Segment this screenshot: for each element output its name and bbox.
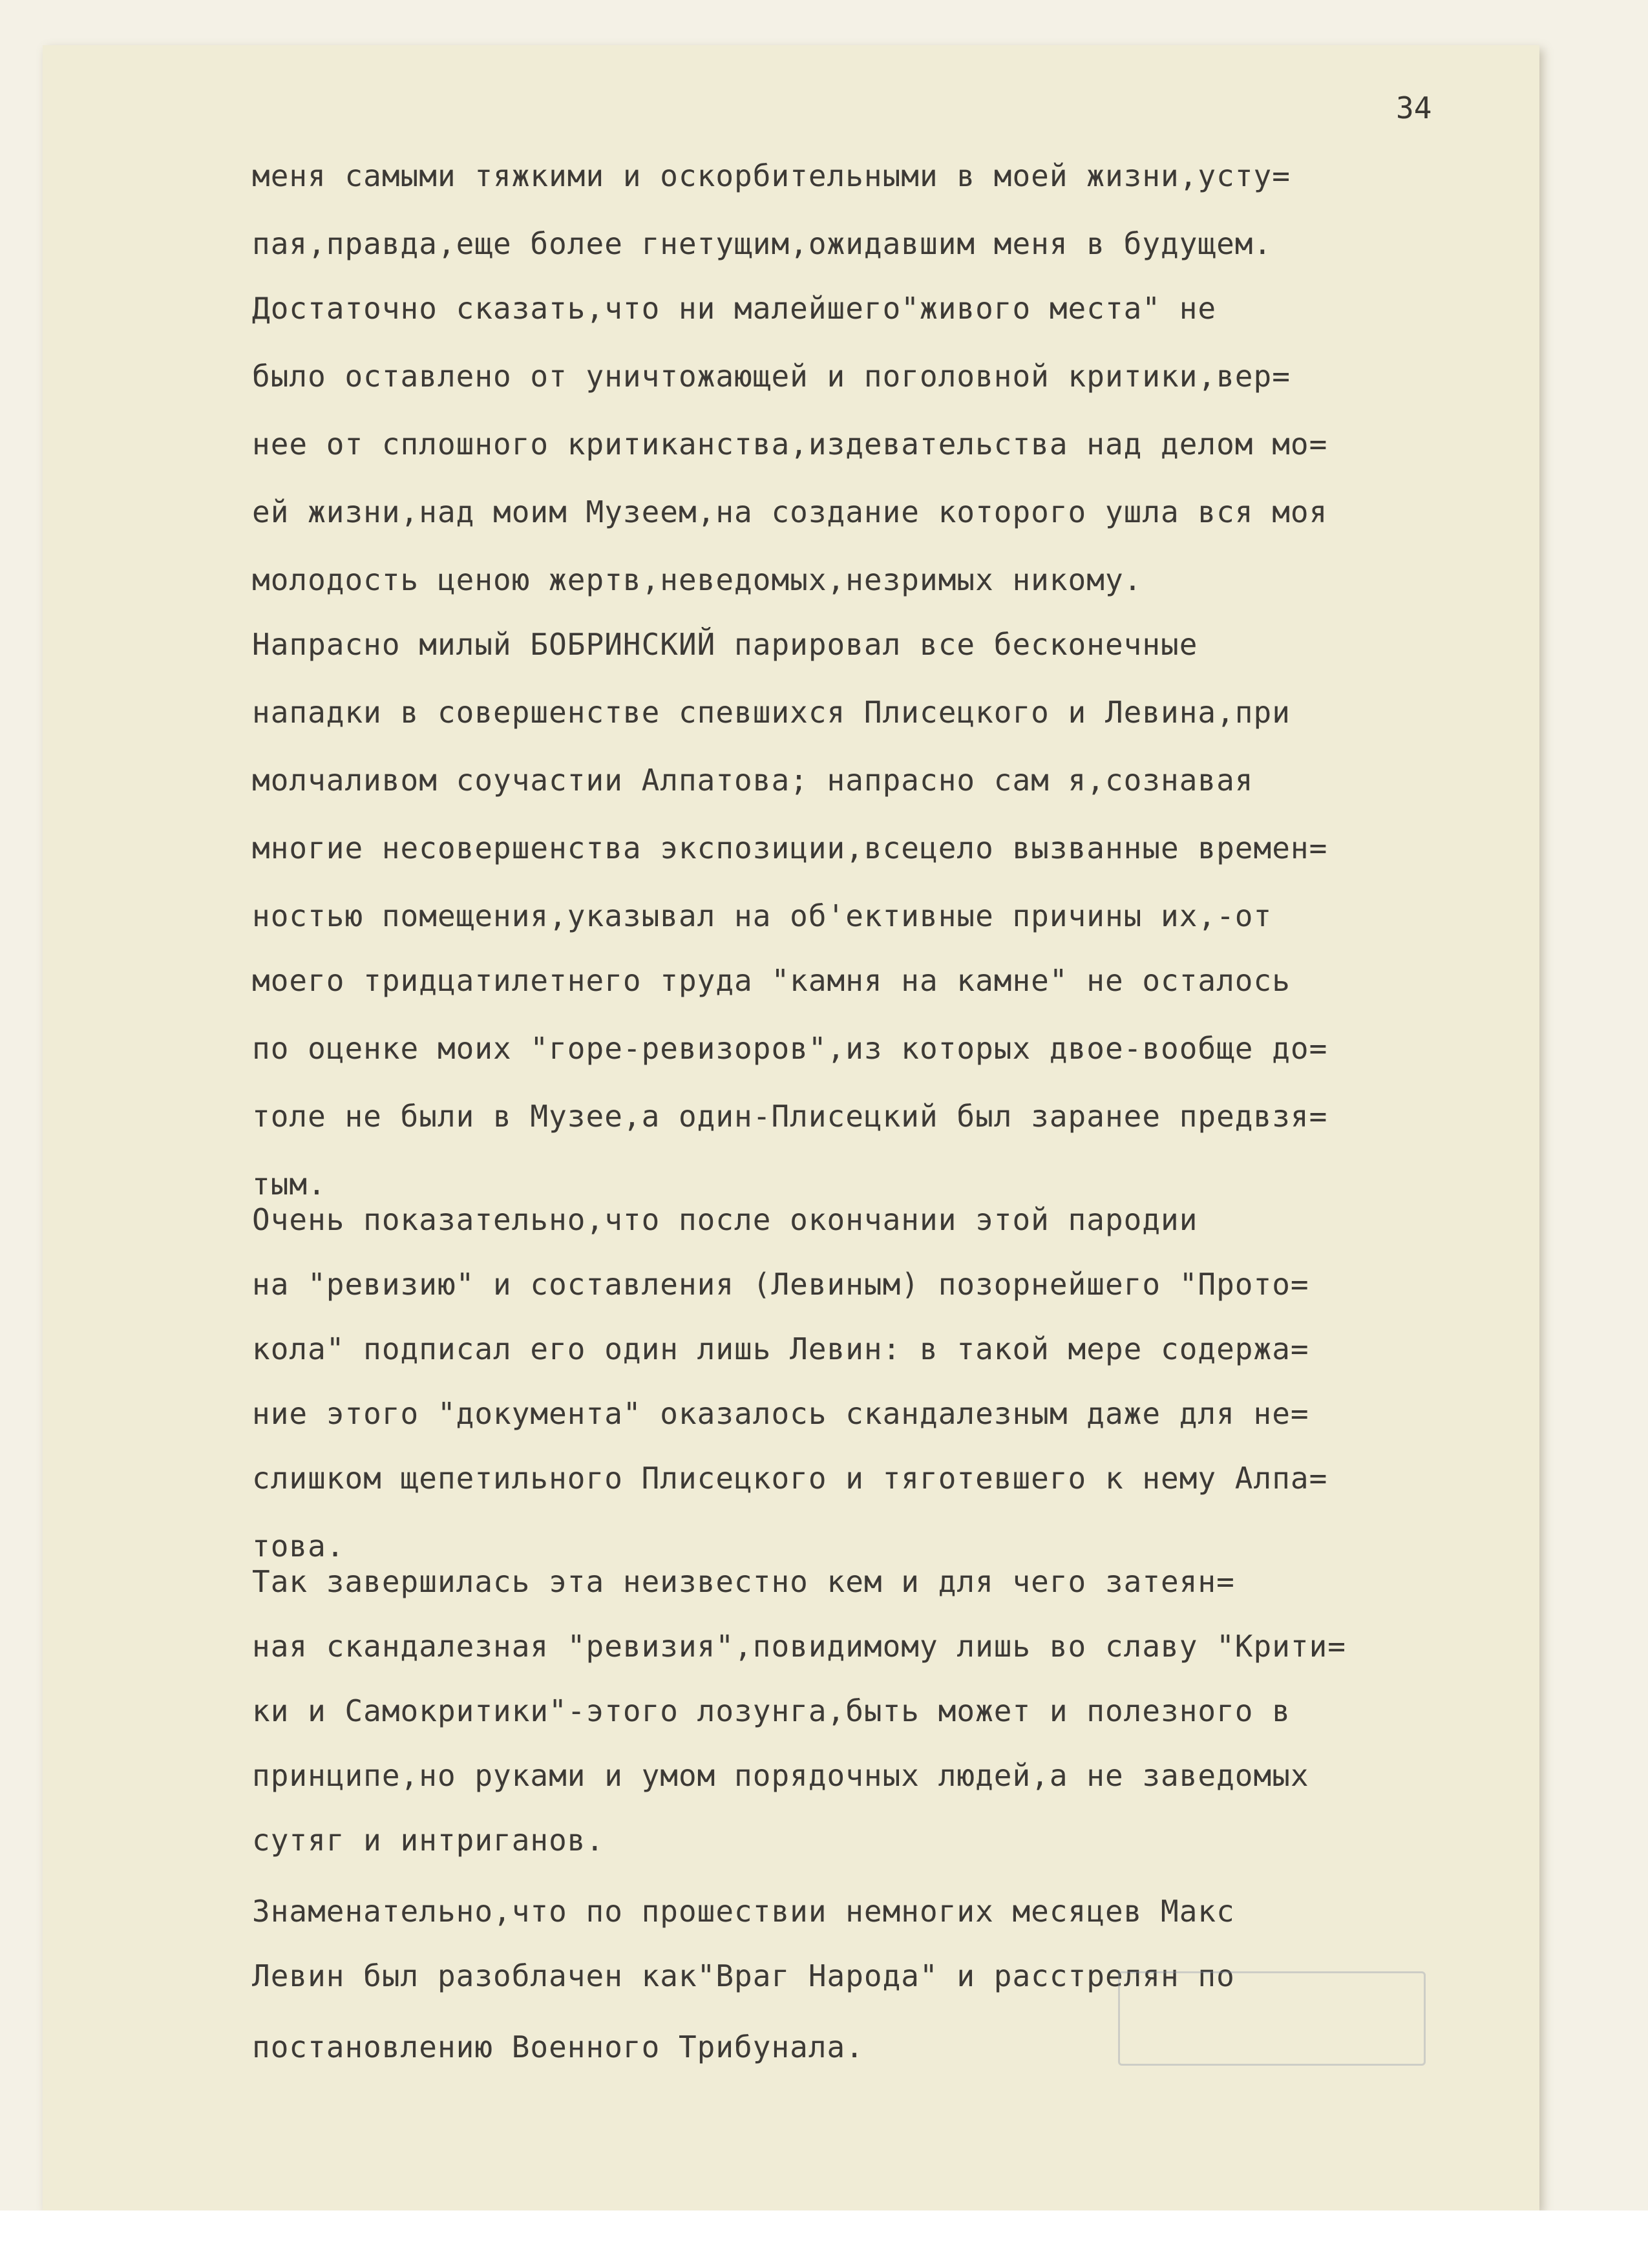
text-line: ки и Самокритики"-этого лозунга,быть может и полезного в [252, 1693, 1291, 1728]
text-line: меня самыми тяжкими и оскорбительными в моей жизни,усту= [252, 158, 1291, 193]
text-line: ние этого "документа" оказалось скандалезным даже для не= [252, 1396, 1309, 1431]
text-line: тым. [252, 1167, 326, 1202]
text-line: ностью помещения,указывал на об'ективные причины их,-от [252, 898, 1273, 933]
text-line: Очень показательно,что после окончании этой пародии [252, 1202, 1198, 1237]
text-line: слишком щепетильного Плисецкого и тяготевшего к нему Алпа= [252, 1461, 1328, 1496]
text-line: Достаточно сказать,что ни малейшего"живого места" не [252, 291, 1217, 326]
text-line: ная скандалезная "ревизия",повидимому лишь во славу "Крити= [252, 1629, 1346, 1664]
text-line: многие несовершенства экспозиции,всецело вызванные времен= [252, 831, 1328, 865]
archive-stamp [1118, 1971, 1426, 2066]
text-line: молодость ценою жертв,неведомых,незримых никому. [252, 562, 1143, 597]
scan-border [0, 2210, 1648, 2268]
text-line: по оценке моих "горе-ревизоров",из которых двое-вообще до= [252, 1031, 1328, 1066]
text-line: Так завершилась эта неизвестно кем и для чего затеян= [252, 1564, 1235, 1599]
text-line: Напрасно милый БОБРИНСКИЙ парировал все бесконечные [252, 627, 1198, 662]
text-line: нападки в совершенстве спевшихся Плисецкого и Левина,при [252, 695, 1291, 730]
text-line: было оставлено от уничтожающей и поголовной критики,вер= [252, 359, 1291, 394]
text-line: ей жизни,над моим Музеем,на создание которого ушла вся моя [252, 494, 1328, 529]
text-line: моего тридцатилетнего труда "камня на камне" не осталось [252, 963, 1291, 998]
text-line: Левин был разоблачен как"Враг Народа" и расстрелян по [252, 1958, 1235, 1993]
text-line: толе не были в Музее,а один-Плисецкий был заранее предвзя= [252, 1099, 1328, 1134]
text-line: постановлению Военного Трибунала. [252, 2030, 864, 2064]
text-line: молчаливом соучастии Алпатова; напрасно сам я,сознавая [252, 763, 1254, 798]
page-number: 34 [1396, 90, 1432, 125]
text-line: това. [252, 1529, 345, 1563]
text-line: сутяг и интриганов. [252, 1823, 605, 1858]
text-line: нее от сплошного критиканства,издевательства над делом мо= [252, 427, 1328, 461]
text-line: кола" подписал его один лишь Левин: в такой мере содержа= [252, 1331, 1309, 1366]
text-line: на "ревизию" и составления (Левиным) позорнейшего "Прото= [252, 1267, 1309, 1302]
text-line: принципе,но руками и умом порядочных людей,а не заведомых [252, 1758, 1309, 1793]
text-line: Знаменательно,что по прошествии немногих месяцев Макс [252, 1894, 1235, 1929]
text-line: пая,правда,еще более гнетущим,ожидавшим меня в будущем. [252, 226, 1273, 261]
